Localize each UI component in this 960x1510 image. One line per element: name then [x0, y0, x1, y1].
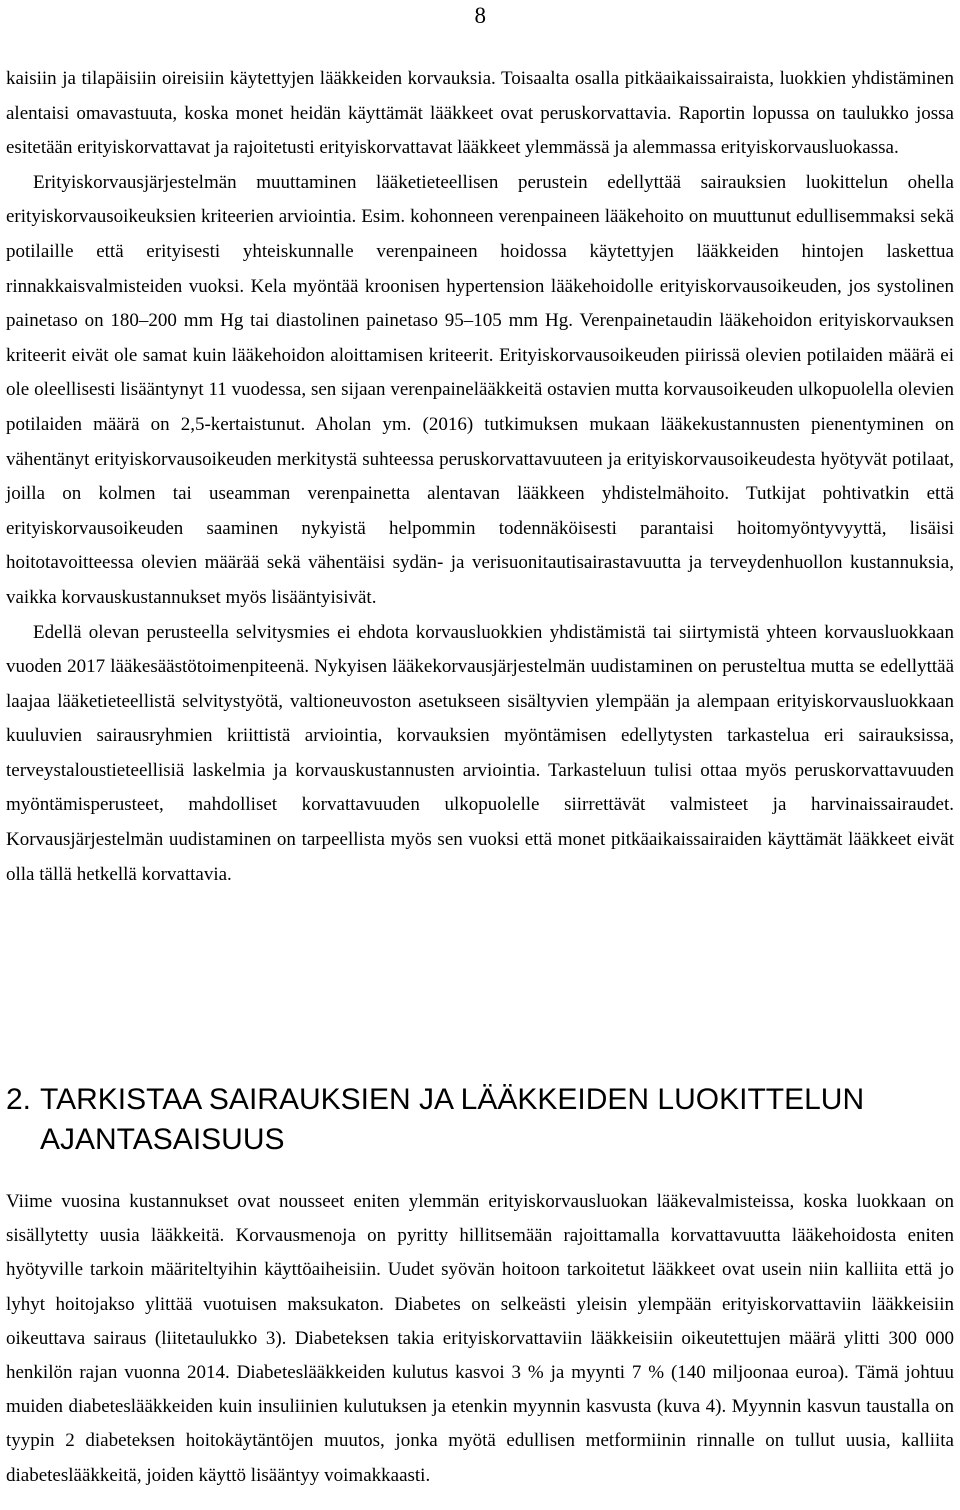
section-heading — [6, 1080, 954, 1160]
body-text — [6, 62, 954, 892]
page-number: 8 — [474, 3, 486, 28]
paragraph-continuation: kaisiin ja tilapäisiin oireisiin käytettyjen lääkkeiden korvauksia. Toisaalta osalla pitkäaikaissairaista, luokkien yhdistäminen alentaisi omavastuuta, koska monet heidän käyttämät lääkkeet ovat peruskorvattavia. Raportin lopussa on taulukko jossa esitetään erityiskorvattavat ja rajoitetusti erityiskorvattavat lääkkeet ylemmässä ja alemmassa erityiskorvausluokassa. — [6, 68, 954, 159]
section-number: 2. — [6, 1083, 32, 1116]
paragraph-section-intro: Viime vuosina kustannukset ovat nousseet eniten ylemmän erityiskorvausluokan lääkevalmisteissa, koska luokkaan on sisällytetty uusia lääkkeitä. Korvausmenoja on pyritty hillitsemään rajoittamalla korvattavuutta lääkehoidosta eniten hyötyville tarkoin määriteltyihin käyttöaiheisiin. Uudet syövän hoitoon tarkoitetut lääkkeet ovat usein niin kalliita että jo lyhyt hoitojakso ylittää vuotuisen maksukaton. Diabetes on selkeästi yleisin ylempään erityiskorvattaviin lääkkeisiin oikeuttava sairaus (liitetaulukko 3). Diabeteksen takia erityiskorvattaviin lääkkeisiin oikeutettujen määrä ylitti 300 000 henkilön rajan vuonna 2014. Diabeteslääkkeiden kulutus kasvoi 3 % ja myynti 7 % (140 miljoonaa euroa). Tämä johtuu muiden diabeteslääkkeiden kuin insuliinien kulutuksen ja etenkin myynnin kasvusta (kuva 4). Myynnin kasvun taustalla on tyypin 2 diabeteksen hoitokäytäntöjen muutos, jonka myötä edullisen metformiinin rinnalle on tullut uusia, kalliita diabeteslääkkeitä, joiden käyttö lisääntyy voimakkaasti. — [6, 1191, 954, 1486]
section-body — [6, 1185, 954, 1493]
paragraph-recommendation: Edellä olevan perusteella selvitysmies ei ehdota korvausluokkien yhdistämistä tai siirtymistä yhteen korvausluokkaan vuoden 2017 lääkesäästötoimenpiteenä. Nykyisen lääkekorvausjärjestelmän uudistaminen on perusteltua mutta se edellyttää laajaa lääketieteellistä selvitystyötä, valtioneuvoston asetukseen sisältyvien ylempään ja alempaan erityiskorvausluokkaan kuuluvien sairausryhmien kriittistä arviointia, korvauksien myöntämisen edellytysten tarkastelua eri sairauksissa, terveystaloustieteellisiä laskelmia ja korvauskustannusten arviointia. Tarkasteluun tulisi ottaa myös peruskorvattavuuden myöntämisperusteet, mahdolliset korvattavuuden ulkopuolelle siirrettävät valmisteet ja harvinaissairaudet. Korvausjärjestelmän uudistaminen on tarpeellista myös sen vuoksi että monet pitkäaikaissairaiden käyttämät lääkkeet eivät olla tällä hetkellä korvattavia. — [6, 621, 954, 885]
paragraph-erityiskorvaus: Erityiskorvausjärjestelmän muuttaminen lääketieteellisen perustein edellyttää sairauksien luokittelun ohella erityiskorvausoikeuksien kriteerien arviointia. Esim. kohonneen verenpaineen lääkehoito on muuttunut edullisemmaksi sekä potilaille että erityisesti yhteiskunnalle verenpaineen hoidossa käytettyjen lääkkeiden hintojen laskettua rinnakkaisvalmisteiden vuoksi. Kela myöntää kroonisen hypertension lääkehoidolle erityiskorvausoikeuden, jos systolinen painetaso on 180–200 mm Hg tai diastolinen painetaso 95–105 mm Hg. Verenpainetaudin lääkehoidon erityiskorvauksen kriteerit eivät ole samat kuin lääkehoidon aloittamisen kriteerit. Erityiskorvausoikeuden piirissä olevien potilaiden määrä ei ole oleellisesti lisääntynyt 11 vuodessa, sen sijaan verenpainelääkkeitä ostavien mutta korvausoikeuden ulkopuolella olevien potilaiden määrä on 2,5-kertaistunut. Aholan ym. (2016) tutkimuksen mukaan lääkekustannusten pienentyminen on vähentänyt erityiskorvausoikeuden merkitystä suhteessa peruskorvattavuuteen ja erityiskorvausoikeudesta hyötyvät potilaat, joilla on kolmen tai useamman verenpainetta alentavan lääkkeen yhdistelmähoito. Tutkijat pohtivatkin että erityiskorvausoikeuden saaminen nykyistä helpommin todennäköisesti parantaisi hoitomyöntyvyyttä, lisäisi hoitotavoitteessa olevien määrää sekä vähentäisi sydän- ja verisuonitautisairastavuutta ja terveydenhuollon kustannuksia, vaikka korvauskustannukset myös lisääntyisivät. — [6, 171, 954, 608]
section-title: TARKISTAA SAIRAUKSIEN JA LÄÄKKEIDEN LUOKITTELUN AJANTASAISUUS — [40, 1083, 865, 1156]
